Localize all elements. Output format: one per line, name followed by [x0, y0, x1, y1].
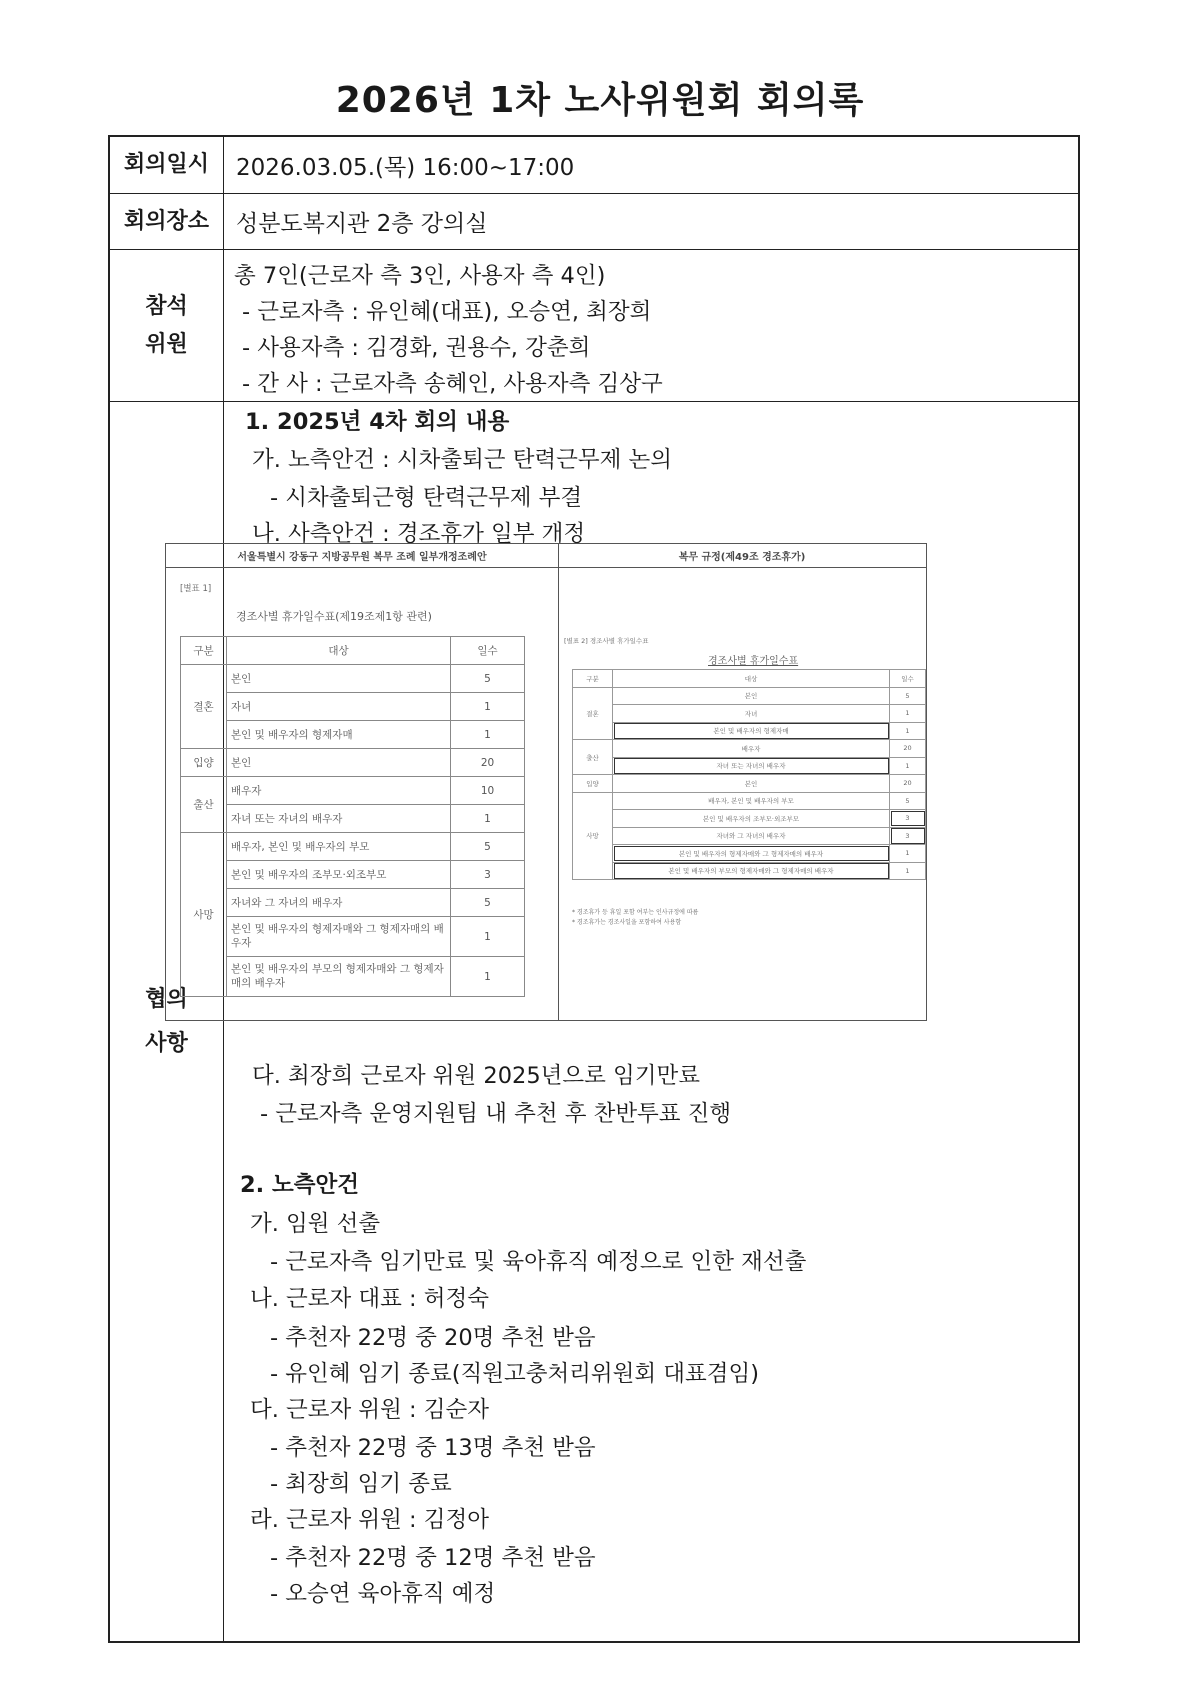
section1-item-a-detail: - 시차출퇴근형 탄력근무제 부결: [270, 485, 583, 511]
attendees-label-line2: 위원: [145, 331, 188, 357]
left-cell-target: 자녀 또는 자녀의 배우자: [227, 805, 451, 833]
section1-item-b: 나. 사측안건 : 경조휴가 일부 개정: [252, 521, 586, 547]
left-cell-days: 1: [451, 721, 525, 749]
right-cell-target: 본인: [613, 775, 890, 793]
row-meeting-date: [110, 137, 1078, 194]
section2-heading: 2. 노측안건: [240, 1172, 359, 1198]
section2-line: - 추천자 22명 중 20명 추천 받음: [270, 1325, 596, 1351]
section2-line: - 추천자 22명 중 13명 추천 받음: [270, 1435, 596, 1461]
left-cell-target: 본인 및 배우자의 형제자매: [227, 721, 451, 749]
section2-line: - 최장희 임기 종료: [270, 1471, 452, 1497]
left-cell-target: 본인: [227, 749, 451, 777]
left-cell-category: 결혼: [181, 665, 227, 749]
section1-heading: 1. 2025년 4차 회의 내용: [245, 409, 510, 435]
attendees-label: [110, 250, 224, 401]
attendees-secretaries: - 간 사 : 근로자측 송혜인, 사용자측 김상구: [242, 371, 663, 397]
right-th-category: 구분: [573, 670, 613, 688]
section2-line: - 근로자측 임기만료 및 육아휴직 예정으로 인한 재선출: [270, 1249, 807, 1275]
attendees-label-line1: 참석: [145, 294, 188, 320]
section1-item-c: 다. 최장희 근로자 위원 2025년으로 임기만료: [252, 1063, 700, 1089]
left-cell-target: 본인 및 배우자의 부모의 형제자매와 그 형제자매의 배우자: [227, 957, 451, 997]
left-cell-days: 5: [451, 833, 525, 861]
left-th-target: 대상: [227, 637, 451, 665]
left-th-category: 구분: [181, 637, 227, 665]
left-cell-target: 자녀와 그 자녀의 배우자: [227, 889, 451, 917]
left-cell-days: 5: [451, 665, 525, 693]
right-cell-days: 1: [890, 862, 926, 880]
attendees-workers: - 근로자측 : 유인혜(대표), 오승연, 최장희: [242, 299, 652, 325]
section2-line: 다. 근로자 위원 : 김순자: [250, 1397, 489, 1423]
left-th-days: 일수: [451, 637, 525, 665]
scan-right-tag: [별표 2] 경조사별 휴가일수표: [564, 637, 649, 645]
agenda-label-line2: 사항: [145, 1030, 188, 1056]
right-cell-days: 5: [890, 792, 926, 810]
right-cell-category: 사망: [573, 792, 613, 880]
left-cell-days: 1: [451, 805, 525, 833]
section2-line: 나. 근로자 대표 : 허정숙: [250, 1286, 489, 1312]
attendees-total: 총 7인(근로자 측 3인, 사용자 측 4인): [234, 263, 606, 289]
right-cell-days: 1: [890, 757, 926, 775]
right-cell-days: 20: [890, 740, 926, 758]
section2-line: - 추천자 22명 중 12명 추천 받음: [270, 1545, 596, 1571]
right-cell-target: 본인 및 배우자의 형제자매와 그 형제자매의 배우자: [613, 845, 890, 863]
agenda-label-line1: 협의: [145, 986, 188, 1012]
left-cell-target: 배우자: [227, 777, 451, 805]
scan-right-caption: 경조사별 휴가일수표: [708, 656, 799, 667]
right-cell-days: 20: [890, 775, 926, 793]
right-th-target: 대상: [613, 670, 890, 688]
leave-comparison-scan: [165, 543, 927, 1021]
left-cell-days: 1: [451, 957, 525, 997]
left-cell-days: 5: [451, 889, 525, 917]
right-cell-category: 입양: [573, 775, 613, 793]
right-cell-target: 본인 및 배우자의 부모의 형제자매와 그 형제자매의 배우자: [613, 862, 890, 880]
meeting-venue-label: 회의장소: [110, 194, 224, 249]
left-cell-target: 본인 및 배우자의 조부모·외조부모: [227, 861, 451, 889]
right-cell-days: 1: [890, 845, 926, 863]
scan-left-caption: 경조사별 휴가일수표(제19조제1항 관련): [236, 610, 432, 623]
scan-left-tag: [별표 1]: [180, 584, 212, 594]
attendees-list: [224, 250, 1078, 401]
scan-right-note: * 경조휴가는 경조사일을 포함하여 사용함: [572, 919, 682, 926]
left-cell-days: 10: [451, 777, 525, 805]
meeting-date-label: 회의일시: [110, 137, 224, 193]
attendees-employers: - 사용자측 : 김경화, 권용수, 강춘희: [242, 335, 591, 361]
scan-right-header: 복무 규정(제49조 경조휴가): [558, 544, 926, 568]
right-cell-target: 자녀 또는 자녀의 배우자: [613, 757, 890, 775]
left-cell-target: 본인 및 배우자의 형제자매와 그 형제자매의 배우자: [227, 917, 451, 957]
row-meeting-venue: [110, 194, 1078, 250]
right-leave-table: [572, 669, 926, 880]
scan-right-panel: [558, 544, 926, 1020]
left-cell-days: 1: [451, 693, 525, 721]
right-cell-days: 5: [890, 687, 926, 705]
right-cell-target: 배우자, 본인 및 배우자의 부모: [613, 792, 890, 810]
meeting-date-value: 2026.03.05.(목) 16:00~17:00: [236, 154, 575, 181]
left-cell-target: 본인: [227, 665, 451, 693]
right-cell-target: 본인: [613, 687, 890, 705]
row-attendees: [110, 250, 1078, 402]
left-cell-target: 자녀: [227, 693, 451, 721]
left-cell-target: 배우자, 본인 및 배우자의 부모: [227, 833, 451, 861]
left-cell-category: 출산: [181, 777, 227, 833]
right-cell-days: 1: [890, 722, 926, 740]
right-cell-days: 3: [890, 810, 926, 828]
section2-line: 라. 근로자 위원 : 김정아: [250, 1507, 489, 1533]
left-cell-category: 입양: [181, 749, 227, 777]
section2-line: 가. 임원 선출: [250, 1211, 381, 1237]
right-cell-target: 본인 및 배우자의 형제자매: [613, 722, 890, 740]
left-cell-days: 3: [451, 861, 525, 889]
scan-left-header: 서울특별시 강동구 지방공무원 복무 조례 일부개정조례안: [166, 544, 558, 568]
right-cell-category: 출산: [573, 740, 613, 775]
scan-right-note: * 경조휴가 등 휴일 포함 여부는 인사규정에 따름: [572, 909, 699, 916]
right-cell-category: 결혼: [573, 687, 613, 740]
section2-line: - 유인혜 임기 종료(직원고충처리위원회 대표겸임): [270, 1361, 759, 1387]
section1-item-c-detail: - 근로자측 운영지원팀 내 추천 후 찬반투표 진행: [260, 1101, 732, 1127]
left-cell-category: 사망: [181, 833, 227, 997]
left-cell-days: 1: [451, 917, 525, 957]
document-title: 2026년 1차 노사위원회 회의록: [335, 80, 865, 121]
left-cell-days: 20: [451, 749, 525, 777]
right-cell-target: 본인 및 배우자의 조부모·외조부모: [613, 810, 890, 828]
left-leave-table: [180, 636, 525, 997]
section2-line: - 오승연 육아휴직 예정: [270, 1581, 496, 1607]
right-cell-target: 배우자: [613, 740, 890, 758]
right-cell-target: 자녀: [613, 705, 890, 723]
right-cell-target: 자녀와 그 자녀의 배우자: [613, 827, 890, 845]
right-th-days: 일수: [890, 670, 926, 688]
right-cell-days: 1: [890, 705, 926, 723]
right-cell-days: 3: [890, 827, 926, 845]
section1-item-a: 가. 노측안건 : 시차출퇴근 탄력근무제 논의: [252, 447, 672, 473]
meeting-venue-value: 성분도복지관 2층 강의실: [236, 211, 488, 237]
